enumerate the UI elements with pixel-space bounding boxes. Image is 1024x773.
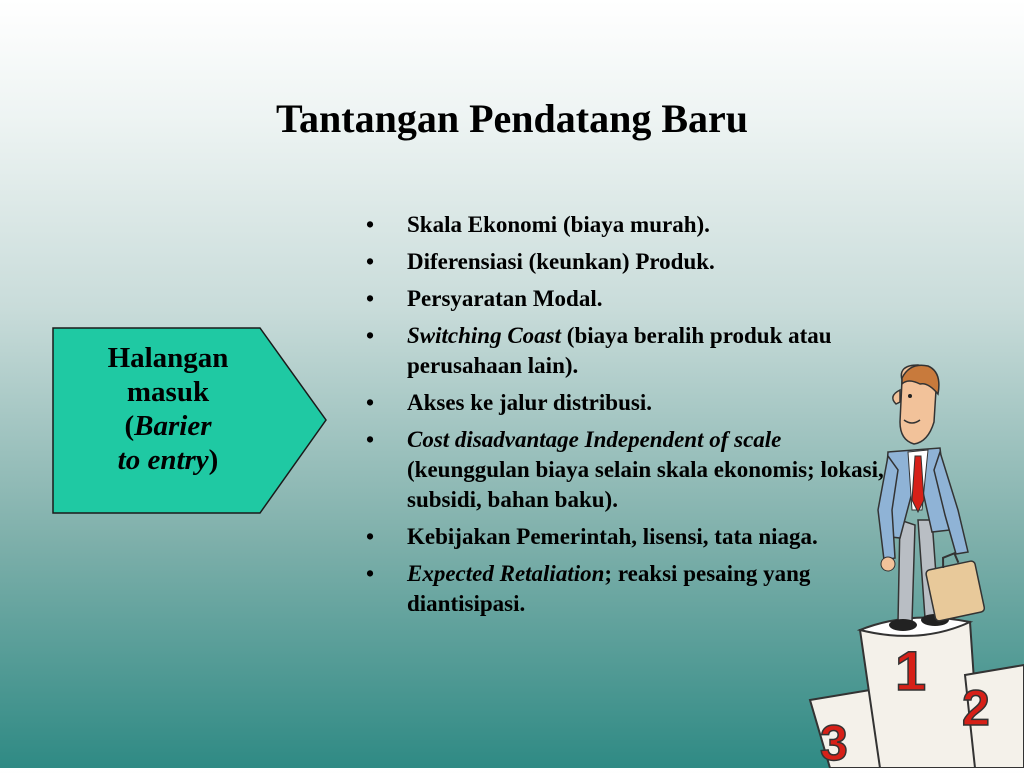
slide-title: Tantangan Pendatang Baru bbox=[276, 96, 748, 141]
podium-third-label: 3 bbox=[820, 715, 848, 768]
list-item: • Skala Ekonomi (biaya murah). bbox=[366, 212, 710, 237]
podium-second-label: 2 bbox=[962, 680, 990, 736]
podium-first-label: 1 bbox=[895, 639, 927, 702]
arrow-line-2: masuk bbox=[126, 376, 210, 408]
list-item: • Akses ke jalur distribusi. bbox=[366, 390, 652, 415]
list-item: • Expected Retaliation; reaksi pesaing yang diantisipasi. bbox=[366, 561, 811, 616]
list-item: • Switching Coast (biaya beralih produk atau perusahaan lain). bbox=[366, 323, 832, 378]
barrier-arrow-shape bbox=[52, 327, 328, 514]
arrow-line-3: (Barier bbox=[124, 410, 212, 442]
podium-icon bbox=[810, 618, 1024, 769]
list-item: • Kebijakan Pemerintah, lisensi, tata niaga. bbox=[366, 524, 818, 549]
businessman-podium-clipart bbox=[800, 360, 1024, 768]
arrow-line-1: Halangan bbox=[107, 342, 229, 374]
list-item: • Cost disadvantage Independent of scale (keunggulan biaya selain skala ekonomis; lokasi, subsidi, bahan baku). bbox=[366, 427, 884, 512]
businessman-icon bbox=[800, 360, 1024, 768]
arrow-label bbox=[52, 341, 284, 477]
arrow-line-4: to entry) bbox=[117, 444, 219, 476]
list-item: • Diferensiasi (keunkan) Produk. bbox=[366, 249, 715, 274]
man-icon bbox=[878, 365, 985, 631]
list-item: • Persyaratan Modal. bbox=[366, 286, 603, 311]
